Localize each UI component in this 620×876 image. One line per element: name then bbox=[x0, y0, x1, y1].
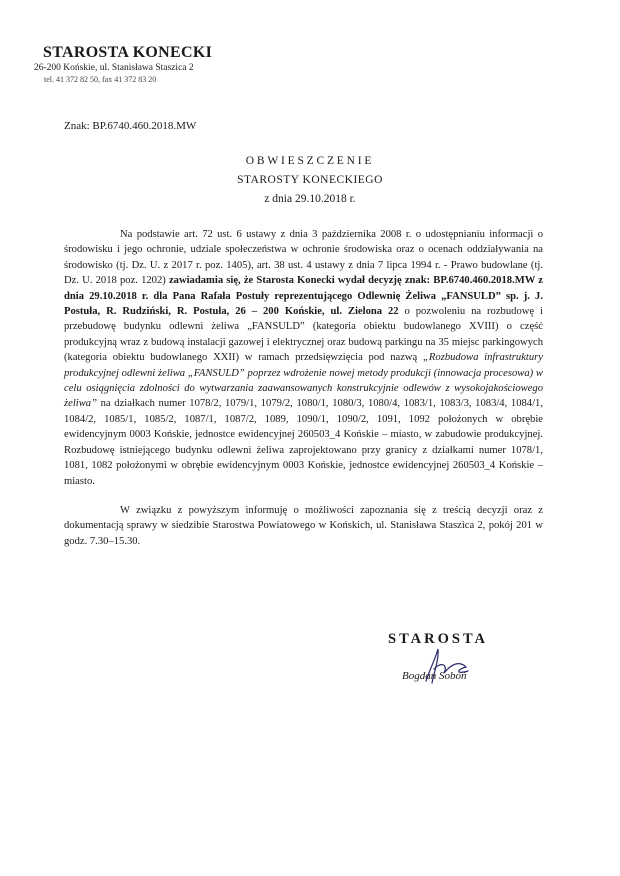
handwritten-signature bbox=[408, 639, 478, 689]
org-phone: tel. 41 372 82 50, fax 41 372 83 20 bbox=[44, 75, 157, 84]
parcel-details: na działkach numer 1078/2, 1079/1, 1079/2, 1080/1, 1080/3, 1080/4, 1083/1, 1083/3, 1083/4, 1084/1, 1084/2, 1085/1, 1085/2, 1087/1, 1087/2, 1089, 1090/1, 1090/2, 1091, 1092 położonych w obrębie ewidencyjnym 0003 Końskie, jednostce ewidencyjnej 260503_4 Końskie – miasto, w zabudowie produkcyjnej. Rozbudowę istniejącego budynku odlewni żeliwa zaprojektowano przy granicy z działkami numer 1078/1, 1081, 1082 położonymi w obrębie ewidencyjnym 0003 Końskie, jednostce ewidencyjnej 260503_4 Końskie – miasto. bbox=[64, 398, 543, 487]
signature-block bbox=[388, 631, 528, 701]
org-name: STAROSTA KONECKI bbox=[43, 44, 213, 61]
document-date: z dnia 29.10.2018 r. bbox=[264, 193, 356, 205]
signatory-name: Bogdan Soboń bbox=[402, 670, 467, 682]
legal-basis-text: Na podstawie art. 72 ust. 6 ustawy z dnia 3 października 2008 r. o udostępnianiu informacji o środowisku i jego ochronie, udziale społeczeństwa w ochronie środowiska oraz o ocenach oddziaływania na środowisko (tj. Dz. U. z 2017 r. poz. 1405), art. 38 ust. 4 ustawy z dnia 7 lipca 1994 r. - Prawo budowlane (tj. Dz. U. 2018 poz. 1202) bbox=[64, 229, 543, 287]
reference-number: Znak: BP.6740.460.2018.MW bbox=[64, 120, 197, 132]
letterhead bbox=[34, 44, 234, 84]
org-address: 26-200 Końskie, ul. Stanisława Staszica 2 bbox=[34, 63, 194, 73]
paragraph-main bbox=[64, 227, 543, 489]
document-title: OBWIESZCZENIE bbox=[245, 155, 375, 167]
project-name: „Rozbudowa infrastruktury produkcyjnej odlewni żeliwa „FANSULD” poprzez wdrożenie nowej metody produkcji (innowacja procesowa) w celu osiągnięcia zdolności do wytwarzania zaawansowanych konstrukcyjnie odlewów z wysokojakościowego żeliwa” bbox=[64, 352, 543, 410]
document-body bbox=[64, 227, 543, 549]
document-issuer: STAROSTY KONECKIEGO bbox=[237, 174, 383, 186]
decision-scope-text: o pozwoleniu na rozbudowę i przebudowę budynku odlewni żeliwa „FANSULD” (kategoria obiektu budowlanego XVIII) o część produkcyjną wraz z budową instalacji gazowej i elektrycznej oraz budową parkingu na 35 miejsc parkingowych (kategoria obiektu budowlanego XXII) w ramach przedsięwzięcia pod nazwą bbox=[64, 306, 543, 364]
decision-announcement: zawiadamia się, że Starosta Konecki wydał decyzję znak: BP.6740.460.2018.MW z dnia 29.10.2018 r. dla Pana Rafała Postuły reprezentującego Odlewnię Żeliwa „FANSULD” sp. j. J. Postuła, R. Rudziński, R. Postuła, 26 – 200 Końskie, ul. Zielona 22 bbox=[64, 275, 543, 318]
signatory-title: STAROSTA bbox=[388, 631, 489, 647]
paragraph-info: W związku z powyższym informuję o możliwości zapoznania się z treścią decyzji oraz z dokumentacją sprawy w siedzibie Starostwa Powiatowego w Końskich, ul. Stanisława Staszica 2, pokój 201 w godz. 7.30–15.30. bbox=[64, 504, 543, 547]
